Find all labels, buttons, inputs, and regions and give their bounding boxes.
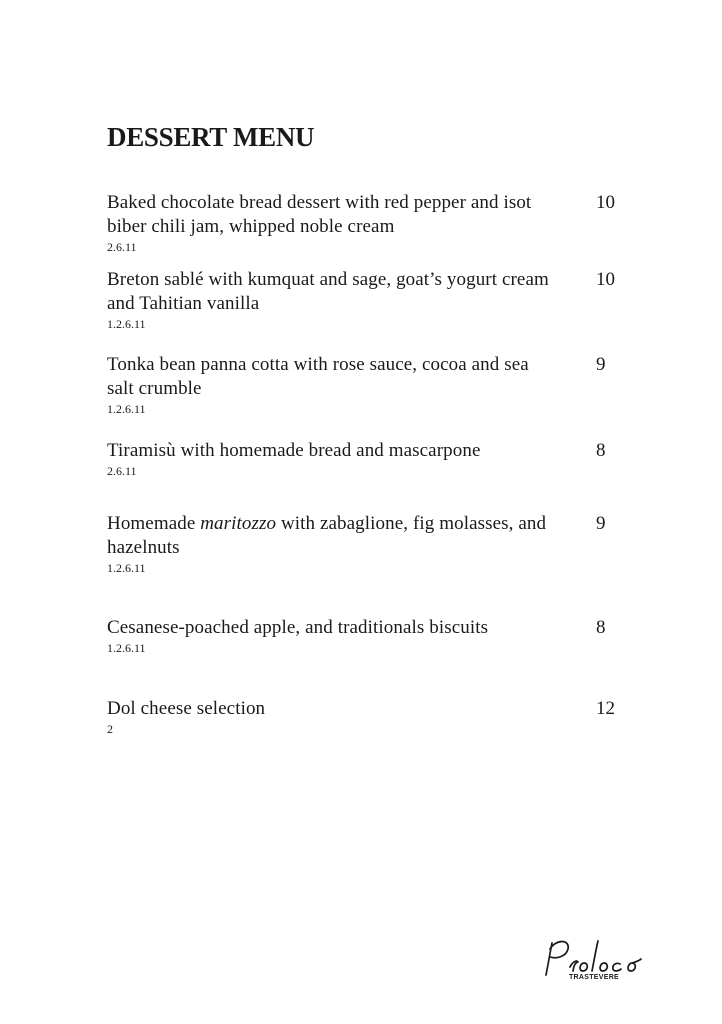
menu-item-chocolate-bread — [107, 191, 627, 254]
item-name: Tonka bean panna cotta with rose sauce, cocoa and sea salt crumble — [107, 354, 529, 399]
menu-item-tiramisu — [107, 439, 627, 478]
item-name: Baked chocolate bread dessert with red pepper and isot biber chili jam, whipped noble cream — [107, 192, 532, 237]
page-title: DESSERT MENU — [107, 122, 315, 152]
item-price: 8 — [596, 440, 606, 461]
item-allergens: 1.2.6.11 — [107, 317, 146, 331]
item-name-start: Homemade — [107, 513, 201, 534]
item-name: Dol cheese selection — [107, 698, 266, 719]
item-name — [107, 512, 552, 560]
menu-item-maritozzo — [107, 512, 627, 575]
item-price: 8 — [596, 617, 606, 638]
item-price: 9 — [596, 354, 606, 375]
item-allergens: 1.2.6.11 — [107, 561, 146, 575]
item-allergens: 2.6.11 — [107, 464, 137, 478]
item-name-end: with zabaglione, fig molasses, and hazelnuts — [107, 513, 547, 558]
item-allergens: 2 — [107, 722, 113, 736]
item-price: 10 — [596, 269, 615, 290]
item-name: Cesanese-poached apple, and traditionals biscuits — [107, 617, 489, 638]
logo-subtitle: TRASTEVERE — [568, 974, 620, 981]
menu-item-panna-cotta — [107, 353, 627, 416]
item-allergens: 1.2.6.11 — [107, 641, 146, 655]
item-price: 10 — [596, 192, 615, 213]
menu-item-poached-apple — [107, 616, 627, 655]
item-allergens: 2.6.11 — [107, 240, 137, 254]
item-price: 12 — [596, 698, 615, 719]
menu-item-breton-sable — [107, 268, 627, 331]
item-name: Tiramisù with homemade bread and mascarpone — [107, 440, 481, 461]
item-name: Breton sablé with kumquat and sage, goat’s yogurt cream and Tahitian vanilla — [107, 269, 549, 314]
item-allergens: 1.2.6.11 — [107, 402, 146, 416]
menu-item-cheese-selection — [107, 697, 627, 736]
item-name-italic: maritozzo — [200, 513, 277, 534]
item-price: 9 — [596, 513, 606, 534]
